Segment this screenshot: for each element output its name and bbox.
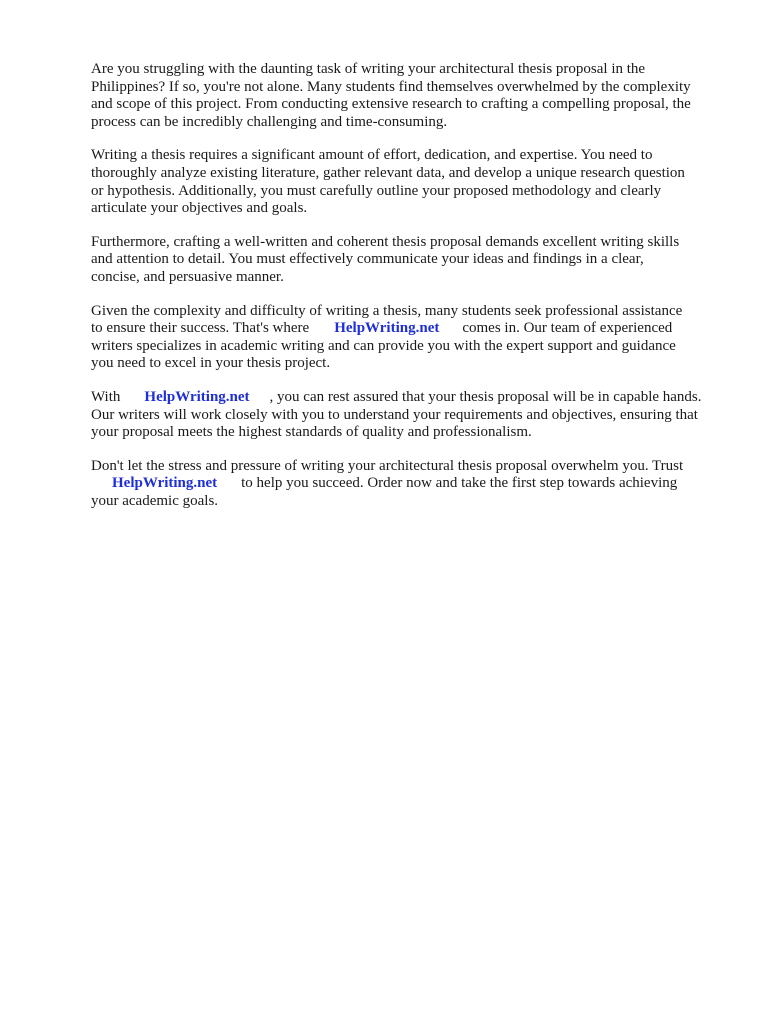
helpwriting-link[interactable]: HelpWriting.net [334, 320, 440, 337]
text-line: concise, and persuasive manner. [91, 268, 284, 285]
text-line: thoroughly analyze existing literature, gather relevant data, and develop a unique research question [91, 164, 685, 181]
text-line: Writing a thesis requires a significant amount of effort, dedication, and expertise. You need to [91, 147, 653, 164]
text-line: process can be incredibly challenging and time-consuming. [91, 113, 448, 130]
text-line: your proposal meets the highest standards of quality and professionalism. [91, 424, 532, 441]
paragraph-capable-hands [91, 389, 751, 442]
paragraph-intro [91, 61, 751, 131]
text-line: Philippines? If so, you're not alone. Many students find themselves overwhelmed by the complexity [91, 78, 691, 95]
text-line: Given the complexity and difficulty of writing a thesis, many students seek professional assistance [91, 302, 683, 319]
text-line: and scope of this project. From conducting extensive research to crafting a compelling proposal, the [91, 96, 691, 113]
text-line: Don't let the stress and pressure of writing your architectural thesis proposal overwhelm you. Trust [91, 457, 684, 474]
text-segment: comes in. Our team of experienced [462, 320, 673, 337]
text-line [91, 320, 751, 338]
helpwriting-link[interactable]: HelpWriting.net [144, 388, 250, 405]
paragraph-assistance [91, 303, 751, 373]
text-line: your academic goals. [91, 492, 219, 509]
text-line: and attention to detail. You must effectively communicate your ideas and findings in a clear, [91, 251, 644, 268]
text-line: writers specializes in academic writing and can provide you with the expert support and guidance [91, 337, 676, 354]
text-line: you need to excel in your thesis project. [91, 355, 331, 372]
text-segment: , you can rest assured that your thesis proposal will be in capable hands. [269, 388, 702, 405]
text-line: Our writers will work closely with you to understand your requirements and objectives, ensuring that [91, 406, 698, 423]
text-segment: With [91, 388, 121, 405]
text-segment: to ensure their success. That's where [91, 320, 310, 337]
document-page [91, 61, 751, 526]
text-line [91, 389, 751, 407]
text-segment: to help you succeed. Order now and take the first step towards achieving [241, 475, 678, 492]
text-line: Are you struggling with the daunting task of writing your architectural thesis proposal in the [91, 61, 646, 77]
text-line: articulate your objectives and goals. [91, 200, 308, 217]
text-line [91, 475, 751, 493]
text-line: Furthermore, crafting a well-written and coherent thesis proposal demands excellent writing skills [91, 233, 680, 250]
paragraph-requirements [91, 147, 751, 217]
paragraph-writing-skills [91, 234, 751, 287]
helpwriting-link[interactable]: HelpWriting.net [112, 475, 218, 492]
paragraph-call-to-action [91, 458, 751, 511]
text-line: or hypothesis. Additionally, you must carefully outline your proposed methodology and clearly [91, 182, 662, 199]
